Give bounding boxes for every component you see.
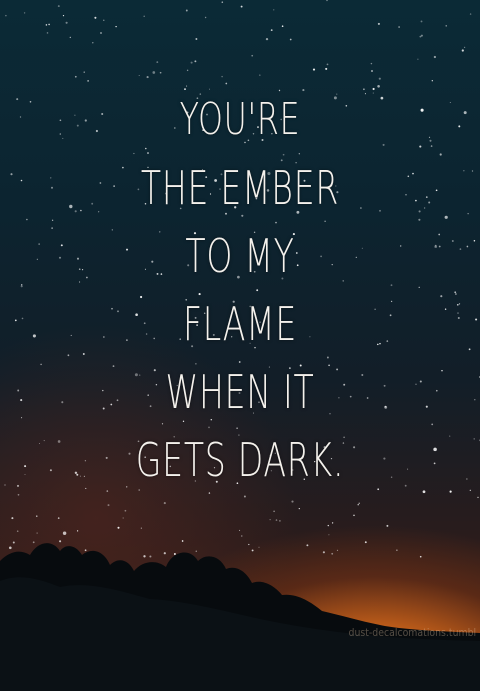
star — [75, 76, 77, 78]
star — [462, 49, 464, 51]
star — [87, 80, 89, 82]
star — [421, 35, 423, 37]
star — [66, 22, 68, 24]
star — [327, 0, 328, 1]
star — [378, 23, 380, 25]
star — [282, 25, 284, 27]
star — [222, 1, 224, 3]
star — [291, 501, 293, 503]
star — [359, 503, 360, 504]
star — [270, 519, 271, 520]
star — [125, 510, 127, 512]
star — [464, 47, 465, 48]
star — [379, 78, 381, 80]
star — [123, 517, 124, 518]
star — [290, 39, 292, 41]
quote-line-4: FLAME — [182, 297, 298, 351]
star — [273, 9, 274, 10]
star — [63, 15, 64, 16]
star — [152, 71, 155, 74]
star — [371, 63, 372, 64]
star — [36, 515, 37, 516]
star — [5, 15, 7, 17]
star — [225, 83, 227, 85]
star — [100, 32, 102, 34]
star — [313, 69, 315, 71]
quote-line-6: GETS DARK. — [135, 433, 345, 487]
star — [46, 24, 48, 26]
star — [195, 38, 197, 40]
star — [11, 517, 13, 519]
star — [241, 6, 243, 8]
star — [143, 15, 145, 17]
star — [434, 56, 436, 58]
star — [371, 70, 373, 72]
star — [186, 10, 188, 12]
star — [47, 32, 49, 34]
quote-line-2: THE EMBER — [140, 161, 340, 215]
star — [24, 12, 25, 13]
star — [327, 64, 329, 66]
star — [103, 20, 104, 21]
star — [446, 25, 447, 26]
watermark: dust-decalcomations.tumbl — [348, 626, 476, 639]
star — [194, 60, 196, 62]
star — [84, 72, 85, 73]
star — [108, 504, 110, 506]
quote-line-3: TO MY — [185, 229, 295, 283]
star — [432, 80, 433, 81]
star — [18, 494, 20, 496]
star — [48, 24, 50, 26]
star — [325, 68, 327, 70]
star — [398, 26, 400, 28]
star — [299, 508, 300, 509]
quote-line-1: YOU'RE — [179, 94, 301, 145]
star — [421, 20, 423, 22]
star — [271, 29, 273, 31]
star — [244, 496, 246, 498]
star — [470, 13, 471, 14]
star — [139, 75, 140, 76]
star — [58, 517, 60, 519]
star — [160, 72, 162, 74]
star — [251, 55, 253, 57]
star — [70, 37, 71, 38]
star — [353, 515, 354, 516]
star — [164, 502, 166, 504]
star — [266, 38, 268, 40]
star — [92, 42, 93, 43]
star — [221, 76, 222, 77]
star — [259, 74, 261, 76]
quote-line-5: WHEN IT — [165, 365, 315, 419]
star — [417, 59, 418, 60]
star — [273, 511, 275, 513]
star — [187, 70, 188, 71]
quote-text — [0, 86, 480, 494]
star — [191, 62, 193, 64]
star — [477, 497, 478, 498]
tree-silhouette — [0, 521, 480, 691]
star — [147, 76, 149, 78]
star — [94, 17, 96, 19]
star — [115, 26, 116, 27]
star — [205, 17, 206, 18]
star — [156, 61, 158, 63]
star — [358, 504, 359, 505]
star — [58, 5, 60, 7]
